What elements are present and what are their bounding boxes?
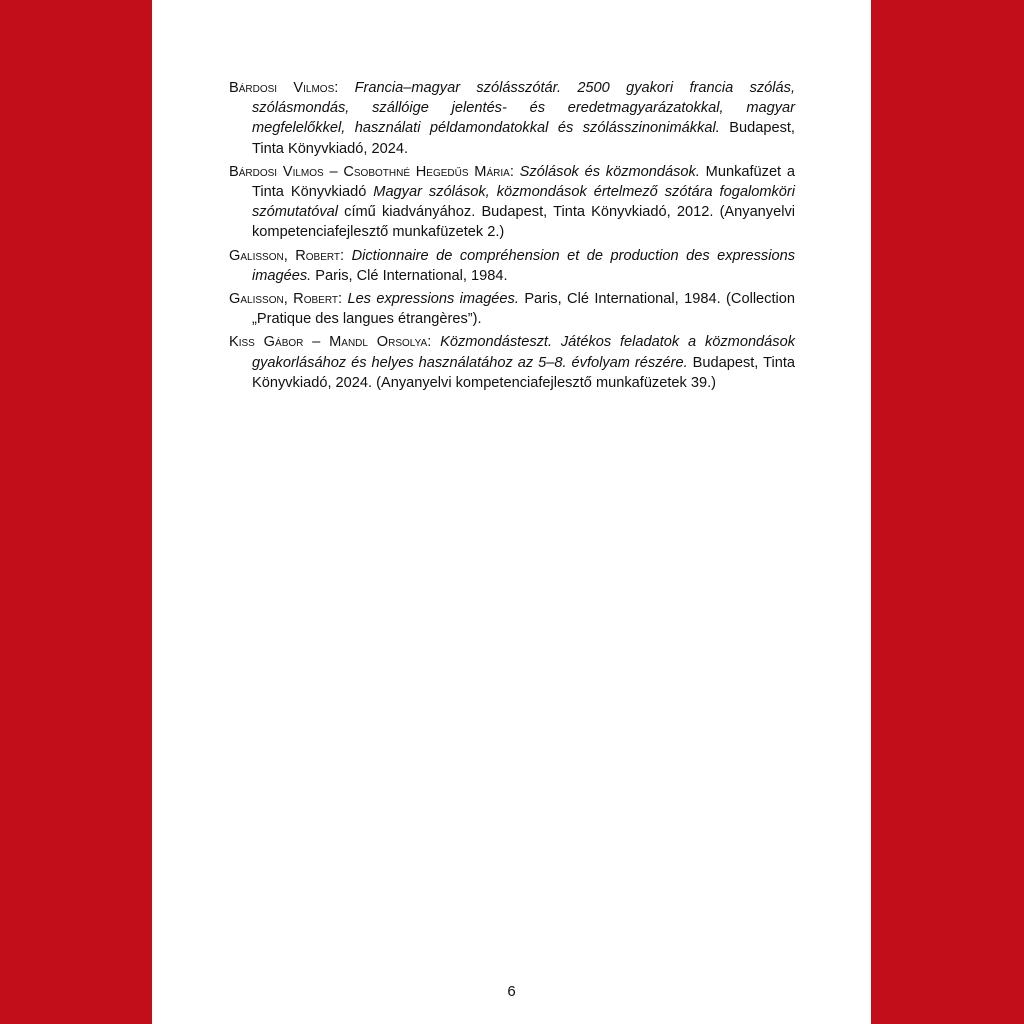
entry-author: Kiss Gábor – Mandl Orsolya: [229, 334, 428, 351]
entry-publication: című kiadványához. Budapest, Tinta Könyvkiadó, 2012. (Anyanyelvi kompetenciafejlesztő munkafüzetek 2.): [252, 204, 795, 241]
entry-publication: Paris, Clé International, 1984.: [311, 267, 508, 284]
entry-publication: Paris, Clé International, 1984. (Collection „Pratique des langues étrangères”).: [252, 291, 796, 328]
entry-publication: Budapest, Tinta Könyvkiadó, 2024. (Anyanyelvi kompetenciafejlesztő munkafüzetek 39.): [252, 354, 795, 391]
entry-title: Szólások és közmondások.: [519, 163, 700, 180]
entry-separator: :: [427, 334, 441, 351]
entry-author: Galisson, Robert: [229, 291, 338, 308]
document-page: [152, 0, 871, 1024]
bibliography-entry: [229, 78, 795, 159]
entry-separator: :: [334, 80, 355, 96]
bibliography-entry: [229, 246, 795, 286]
bibliography-entry: [229, 162, 795, 243]
entry-author: Galisson, Robert: [229, 247, 341, 264]
bibliography-entry: [229, 332, 795, 393]
entry-title: Közmondásteszt. Játékos feladatok a közmondások gyakorlásához és helyes használatához az 5–8. évfolyam részére.: [252, 334, 795, 371]
bibliography-list: [229, 78, 795, 396]
entry-title: Les expressions imagées.: [347, 291, 519, 308]
entry-publication: Budapest, Tinta Könyvkiadó, 2024.: [252, 120, 795, 157]
bibliography-entry: [229, 289, 795, 329]
entry-author: Bárdosi Vilmos: [229, 80, 335, 96]
entry-author: Bárdosi Vilmos – Csobothné Hegedűs Mária: [229, 163, 510, 180]
page-number: 6: [507, 983, 516, 1000]
entry-separator: :: [340, 247, 352, 264]
entry-description: Munkafüzet a Tinta Könyvkiadó: [252, 163, 795, 201]
entry-title: Francia–magyar szólásszótár. 2500 gyakori francia szólás, szólásmondás, szállóige jelentés- és eredetmagyarázatokkal, magyar megfelelőkkel, használati példamondatokkal és szólásszinonimákkal.: [252, 80, 795, 137]
entry-separator: :: [509, 163, 520, 180]
entry-title: Dictionnaire de compréhension et de production des expressions imagées.: [252, 247, 795, 284]
entry-separator: :: [337, 291, 348, 308]
entry-referenced-title: Magyar szólások, közmondások értelmező szótára fogalomköri szómutatóval: [252, 184, 795, 221]
